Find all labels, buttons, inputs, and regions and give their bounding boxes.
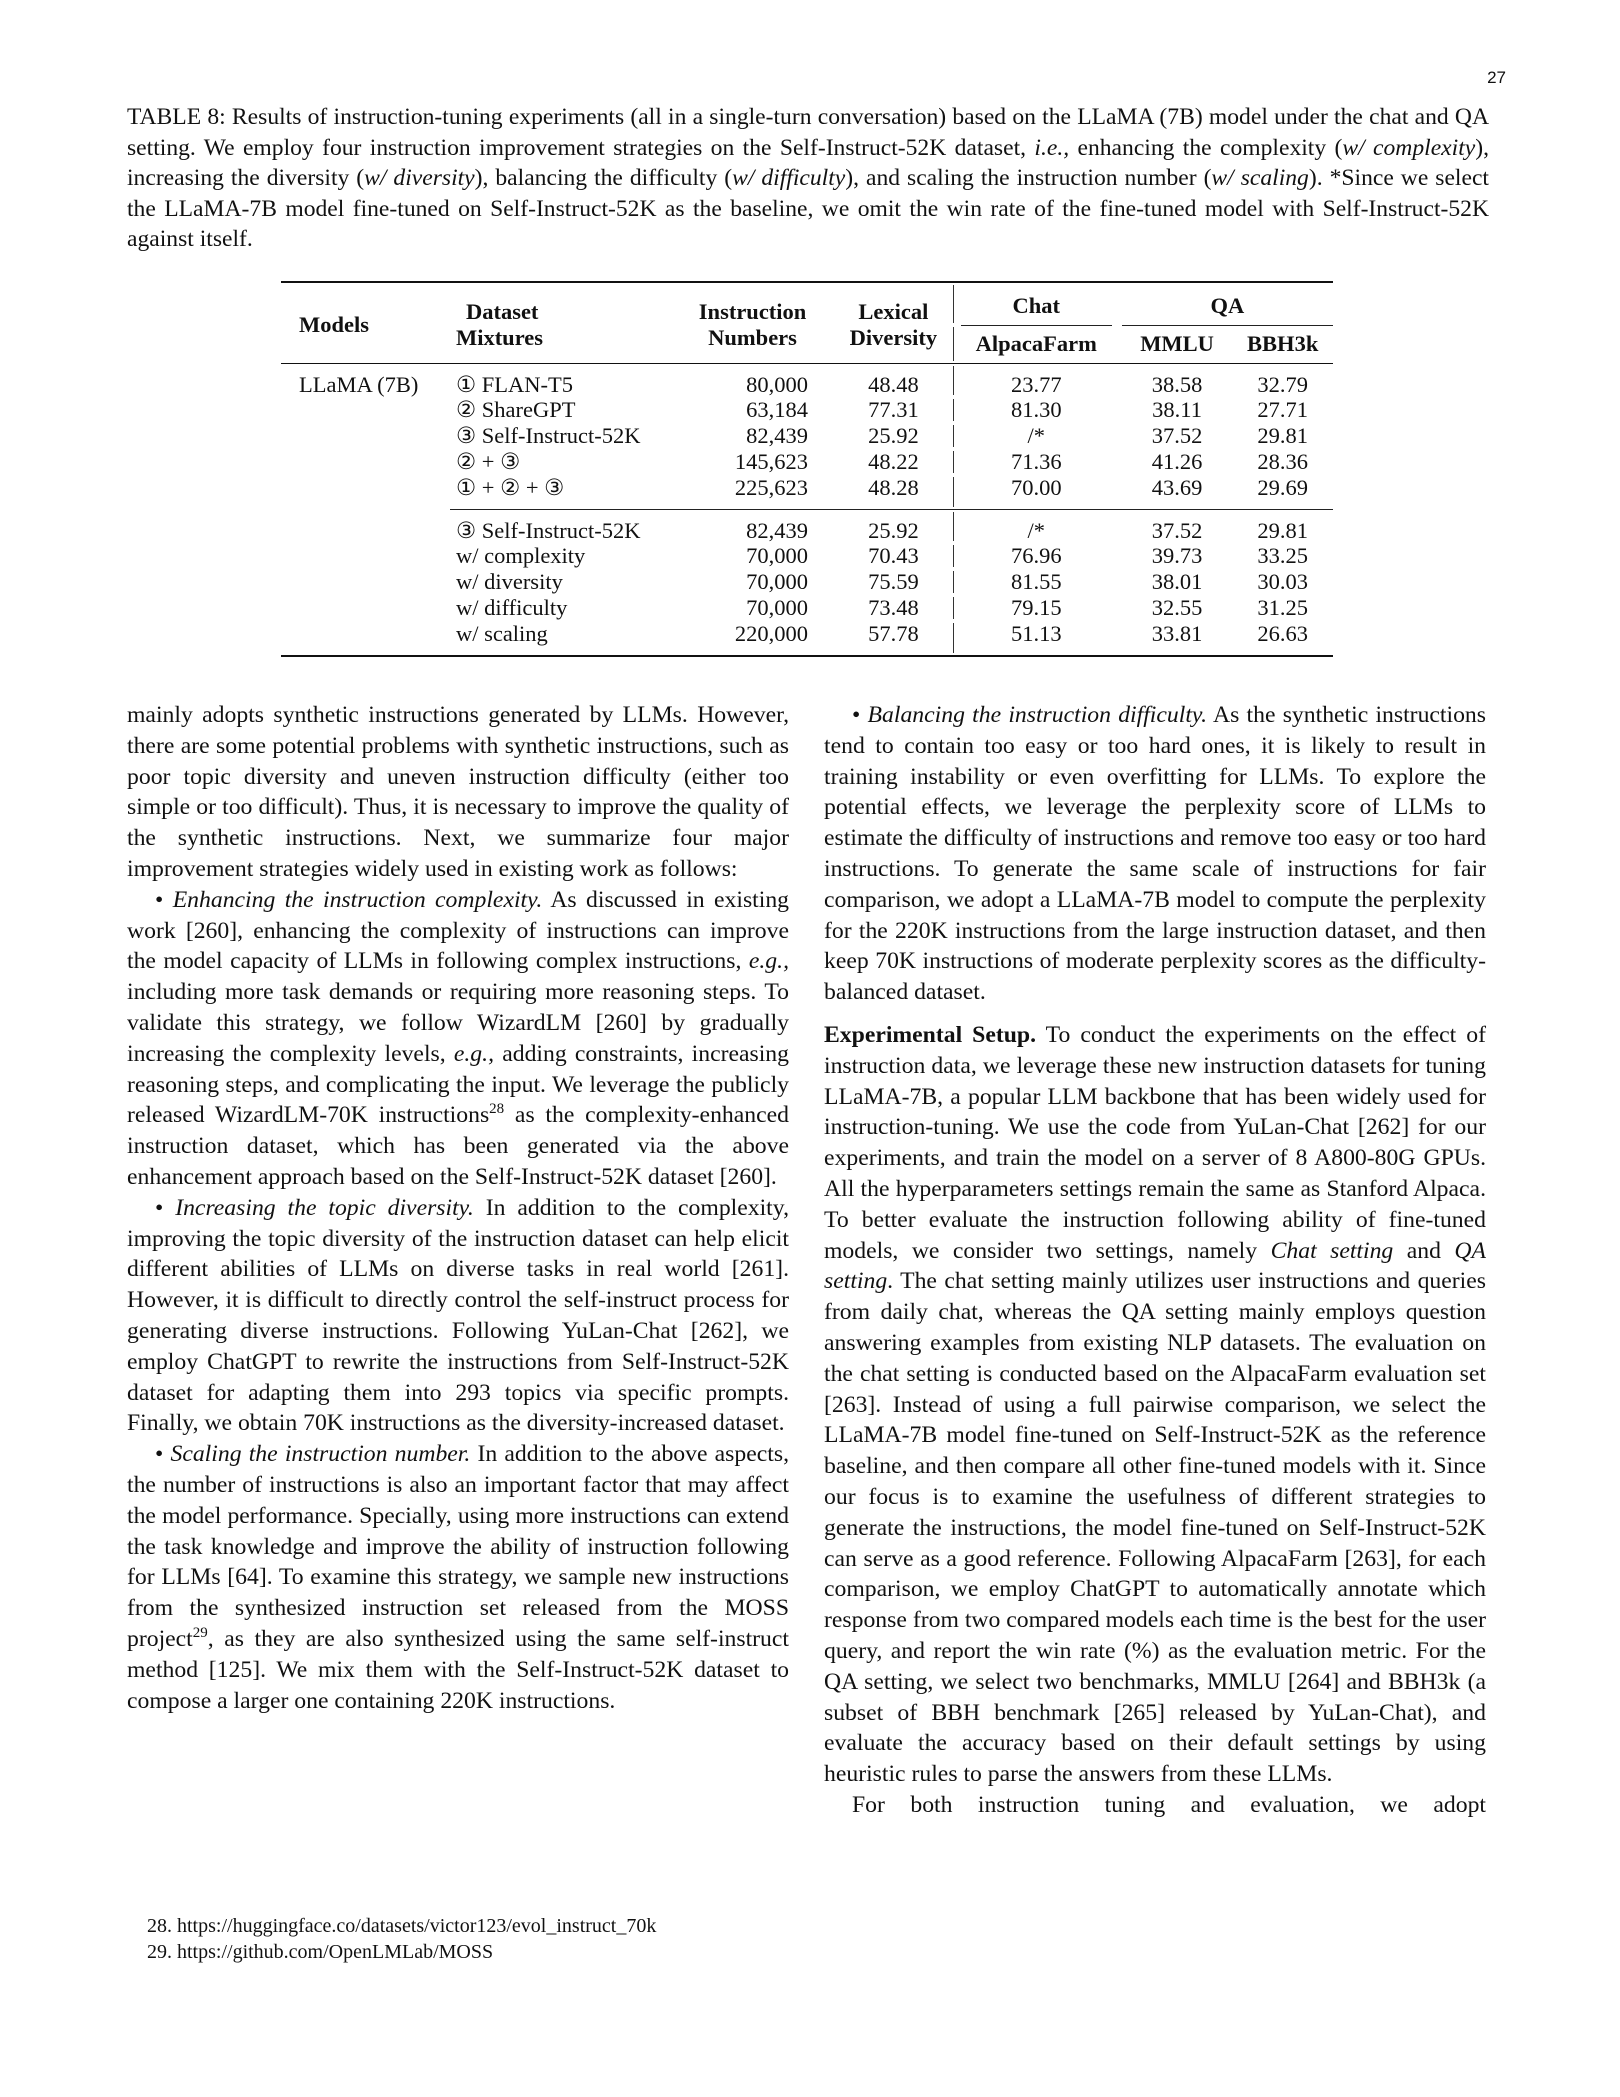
table-row: w/ scaling 220,000 57.78 51.13 33.81 26.63: [281, 621, 1333, 656]
caption-label: TABLE 8:: [127, 104, 226, 130]
complexity-paragraph: • Enhancing the instruction complexity. As discussed in existing work [260], enhancing the complexity of instructions can improve the model capacity of LLMs in following complex instructions, e.g., including more task demands or requiring more reasoning steps. To validate this strategy, we follow WizardLM [260] by gradually increasing the complexity levels, e.g., adding constraints, increasing reasoning steps, and complicating the input. We leverage the publicly released WizardLM-70K instructions$^{28}$ as the complexity-enhanced instruction dataset, which has been generated via the above enhancement approach based on the Self-Instruct-52K dataset [260].: [127, 886, 790, 1190]
header-lexical-diversity: Lexical Diversity: [849, 299, 938, 350]
complexity-title: Enhancing the instruction complexity.: [172, 886, 543, 913]
scaling-title: Scaling the instruction number.: [170, 1441, 471, 1468]
diversity-paragraph: • Increasing the topic diversity. In addition to the complexity, improving the topic diversity of the instruction dataset can help elicit different abilities of LLMs on diverse tasks in real world [261]. However, it is difficult to directly control the self-instruct process for generating diverse instructions. Following YuLan-Chat [262], we employ ChatGPT to rewrite the instructions from Self-Instruct-52K dataset for adapting them into 293 topics via specific prompts. Finally, we obtain 70K instructions as the diversity-increased dataset.: [127, 1194, 789, 1437]
vertical-divider: [949, 282, 961, 325]
table-row: w/ difficulty 70,000 73.48 79.15 32.55 31.25: [455, 594, 1308, 620]
final-paragraph: For both instruction tuning and evaluation, we adopt: [852, 1791, 1486, 1818]
left-column: [127, 700, 789, 1716]
setup-heading: Experimental Setup.: [824, 1021, 1037, 1048]
header-models: Models: [299, 311, 369, 337]
bullet: •: [852, 702, 861, 728]
table-caption: TABLE 8: Results of instruction-tuning experiments (all in a single-turn conversation) based on the LLaMA (7B) model under the chat and QA setting. We employ four instruction improvement strategies on the Self-Instruct-52K dataset, i.e., enhancing the complexity (w/ complexity), increasing the diversity (w/ diversity), balancing the difficulty (w/ difficulty), and scaling the instruction number (w/ scaling). *Since we select the LLaMA-7B model fine-tuned on Self-Instruct-52K as the baseline, we omit the win rate of the fine-tuned model with Self-Instruct-52K against itself.: [127, 104, 1489, 252]
diversity-title: Increasing the topic diversity.: [175, 1194, 474, 1221]
header-alpacafarm: AlpacaFarm: [961, 325, 1112, 363]
scaling-paragraph: • Scaling the instruction number. In addition to the above aspects, the number of instructions is also an important factor that may affect the model performance. Specially, using more instructions can extend the task knowledge and improve the ability of instruction following for LLMs [64]. To examine this strategy, we sample new instructions from the synthesized instruction set released from the MOSS project$^{29}$, as they are also synthesized using the same self-instruct method [125]. We mix them with the Self-Instruct-52K dataset to compose a larger one containing 220K instructions.: [127, 1441, 789, 1714]
bullet: •: [155, 886, 164, 913]
header-chat-group: Chat: [1012, 293, 1061, 318]
header-mmlu: MMLU: [1122, 325, 1233, 363]
footnote-28[interactable]: 28. https://huggingface.co/datasets/victor123/evol_instruct_70k: [147, 1915, 657, 1937]
header-qa-group: QA: [1210, 293, 1245, 318]
footnote-ref-28[interactable]: 28: [489, 1101, 505, 1118]
table-row: w/ complexity 70,000 70.43 76.96 39.73 33.25: [455, 543, 1308, 569]
table-row: ③ Self-Instruct-52K 82,439 25.92 /* 37.52 29.81: [281, 509, 1333, 543]
header-bbh3k: BBH3k: [1232, 325, 1333, 363]
table-row: LLaMA (7B) ① FLAN-T5 80,000 48.48 23.77 38.58 32.79: [281, 363, 1333, 397]
model-name: LLaMA (7B): [299, 371, 419, 397]
difficulty-title: Balancing the instruction difficulty.: [867, 702, 1208, 728]
footnotes: [147, 1913, 807, 1965]
results-table: [281, 281, 1333, 657]
table-row: ① + ② + ③ 225,623 48.28 70.00 43.69 29.69: [281, 475, 1333, 509]
table-row: ③ Self-Instruct-52K 82,439 25.92 /* 37.52 29.81: [455, 423, 1308, 449]
bullet: •: [155, 1194, 164, 1221]
table-row: w/ diversity 70,000 75.59 81.55 38.01 30.03: [455, 569, 1308, 595]
bullet: •: [155, 1441, 164, 1468]
table-row: ② ShareGPT 63,184 77.31 81.30 38.11 27.71: [455, 397, 1308, 423]
page-number: 27: [1487, 68, 1506, 87]
header-instruction-numbers: Instruction Numbers: [698, 299, 807, 350]
header-dataset-mixtures: Dataset Mixtures: [455, 299, 544, 350]
footnote-ref-29[interactable]: 29: [192, 1625, 208, 1642]
vertical-divider: [949, 325, 961, 363]
setup-paragraph: Experimental Setup. To conduct the experiments on the effect of instruction data, we leverage these new instruction datasets for tuning LLaMA-7B, a popular LLM backbone that has been widely used for instruction-tuning. We use the code from YuLan-Chat [262] for our experiments, and train the model on a server of 8 A800-80G GPUs. All the hyperparameters settings remain the same as Stanford Alpaca. To better evaluate the instruction following ability of fine-tuned models, we consider two settings, namely Chat setting and QA setting. The chat setting mainly utilizes user instructions and queries from daily chat, whereas the QA setting mainly employs question answering examples from existing NLP datasets. The evaluation on the chat setting is conducted based on the AlpacaFarm evaluation set [263]. Instead of using a full pairwise comparison, we select the LLaMA-7B model fine-tuned on Self-Instruct-52K as the reference baseline, and then compare all other fine-tuned models with it. Since our focus is to examine the usefulness of different strategies to generate the instructions, the model fine-tuned on Self-Instruct-52K can serve as a good reference. Following AlpacaFarm [263], for each comparison, we employ ChatGPT to automatically annotate which response from two compared models each time is the best for the user query, and report the win rate (%) as the evaluation metric. For the QA setting, we select two benchmarks, MMLU [264] and BBH3k (a subset of BBH benchmark [265] released by YuLan-Chat), and evaluate the accuracy based on their default settings by using heuristic rules to parse the answers from these LLMs.: [824, 1021, 1486, 1788]
table-row: ② + ③ 145,623 48.22 71.36 41.26 28.36: [455, 448, 1308, 474]
difficulty-paragraph: • Balancing the instruction difficulty. As the synthetic instructions tend to contain too easy or too hard ones, it is likely to result in training instability or even overfitting for LLMs. To explore the potential effects, we leverage the perplexity score of LLMs to estimate the difficulty of instructions and remove too easy or too hard instructions. To generate the same scale of instructions for fair comparison, we adopt a LLaMA-7B model to compute the perplexity for the 220K instructions from the large instruction dataset, and then keep 70K instructions of moderate perplexity scores as the difficulty-balanced dataset.: [824, 702, 1486, 1006]
footnote-29[interactable]: 29. https://github.com/OpenLMLab/MOSS: [147, 1941, 494, 1963]
intro-paragraph: mainly adopts synthetic instructions generated by LLMs. However, there are some potential problems with synthetic instructions, such as poor topic diversity and uneven instruction difficulty (either too simple or too difficult). Thus, it is necessary to improve the quality of the synthetic instructions. Next, we summarize four major improvement strategies widely used in existing work as follows:: [127, 702, 789, 882]
right-column: [824, 700, 1486, 1821]
